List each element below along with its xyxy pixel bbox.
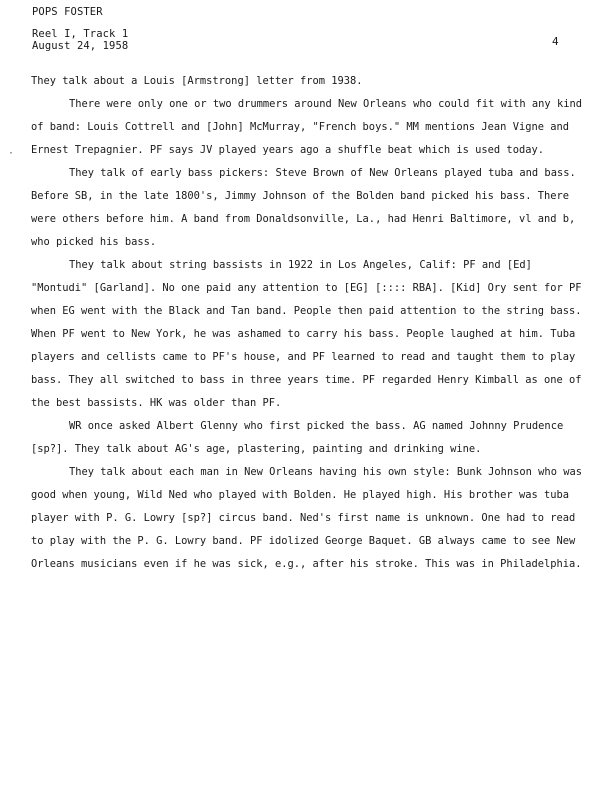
paragraph-6: They talk about each man in New Orleans having his own style: Bunk Johnson who was good when young, Wild Ned who played with Bolden. He played high. His brother was tuba player with P. G. Lowry [sp?] circus band. Ned's first name is unknown. One had to read to play with the P. G. Lowry band. PF idolized George Baquet. GB always came to see New Orleans musicians even if he was sick, e.g., after his stroke. This was in Philadelphia.	[31, 466, 582, 570]
paragraph-3: They talk of early bass pickers: Steve Brown of New Orleans played tuba and bass. Before SB, in the late 1800's, Jimmy Johnson of the Bolden band picked his bass. There were others before him. A band from Donaldsonville, La., had Henri Baltimore, vl and b, who picked his bass.	[31, 167, 576, 248]
page-number: 4	[552, 35, 559, 48]
header-title: POPS FOSTER	[32, 6, 103, 18]
paragraph-1: They talk about a Louis [Armstrong] letter from 1938.	[31, 75, 363, 87]
header-reel-track: Reel I, Track 1	[32, 28, 129, 40]
margin-speck: ·	[8, 148, 15, 159]
paragraph-5: WR once asked Albert Glenny who first picked the bass. AG named Johnny Prudence [sp?]. They talk about AG's age, plastering, painting and drinking wine.	[31, 420, 564, 455]
paragraph-2: There were only one or two drummers around New Orleans who could fit with any kind of band: Louis Cottrell and [John] McMurray, "French boys." MM mentions Jean Vigne and Ernest Trepagnier. PF says JV played years ago a shuffle beat which is used today.	[31, 98, 582, 156]
header-date: August 24, 1958	[32, 40, 129, 52]
transcript-body	[31, 70, 587, 576]
paragraph-4: They talk about string bassists in 1922 in Los Angeles, Calif: PF and [Ed] "Montudi" [Garland]. No one paid any attention to [EG] [:::: RBA]. [Kid] Ory sent for PF when EG went with the Black and Tan band. People then paid attention to the string bass. When PF went to New York, he was ashamed to carry his bass. People laughed at him. Tuba players and cellists came to PF's house, and PF learned to read and taught them to play bass. They all switched to bass in three years time. PF regarded Henry Kimball as one of the best bassists. HK was older than PF.	[31, 259, 582, 409]
